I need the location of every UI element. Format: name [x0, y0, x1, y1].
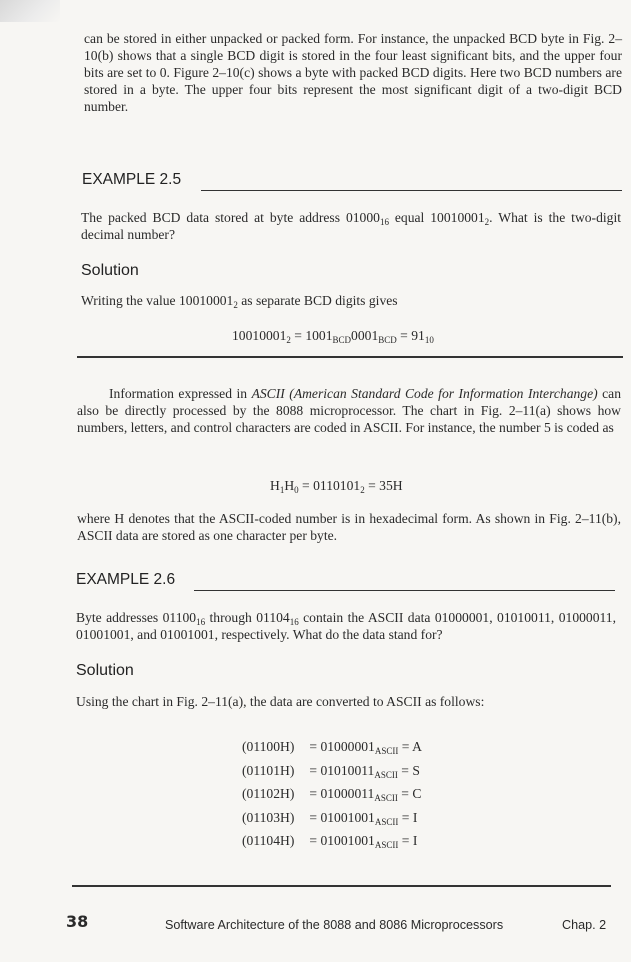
chapter-label: Chap. 2 — [562, 918, 607, 932]
hex-paragraph: where H denotes that the ASCII-coded number is in hexadecimal form. As shown in Fig. 2–11(b), ASCII data are stored as one character per byte. — [77, 511, 621, 543]
running-footer-title: Software Architecture of the 8088 and 8086 Microprocessors — [165, 918, 504, 932]
example-2-5-end-rule — [77, 356, 623, 358]
conversion-row: $(01103H) = 01001001_{ASCII} = I$ — [242, 809, 418, 827]
intro-paragraph: can be stored in either unpacked or packed form. For instance, the unpacked BCD byte in Fig. 2–10(b) shows that a single BCD digit is stored in the four least significant bits, and the upper four bits are set to 0. Figure 2–10(c) shows a byte with packed BCD digits. Here two BCD numbers are stored in a byte. The upper four bits represent the most significant digit of a two-digit BCD number. — [84, 31, 622, 114]
example-2-6-solution-heading: Solution — [76, 662, 134, 679]
ascii-equation: $H_1H_0 = 0110101_2 = 35H$ — [270, 478, 403, 495]
page-number: 38 — [66, 912, 89, 931]
example-2-6-solution-text: Using the chart in Fig. 2–11(a), the data are converted to ASCII as follows: — [76, 694, 485, 709]
ascii-conversion-list — [242, 735, 422, 853]
conversion-row: $(01104H) = 01001001_{ASCII} = I$ — [242, 833, 418, 850]
conversion-row: $(01102H) = 01000011_{ASCII} = C$ — [242, 786, 422, 803]
conversion-row: $(01100H) = 01000001_{ASCII} = A$ — [242, 739, 422, 756]
example-2-6-end-rule — [72, 885, 611, 887]
ascii-paragraph: Information expressed in ASCII (American Standard Code for Information Interchange) can also be directly processed by the 8088 microprocessor. The chart in Fig. 2–11(a) shows how numbers, letters, and control characters are coded in ASCII. For instance, the number 5 is coded as — [77, 386, 622, 435]
example-2-6-heading: EXAMPLE 2.6 — [76, 571, 176, 588]
example-2-5-solution-text: Writing the value $10010001_2$ as separate BCD digits gives — [81, 293, 398, 310]
example-2-5-solution-heading: Solution — [81, 262, 139, 279]
example-2-5-heading: EXAMPLE 2.5 — [82, 171, 182, 188]
scan-corner-shadow — [0, 0, 60, 22]
example-2-5-question: The packed BCD data stored at byte address $01000_{16}$ equal $10010001_2$. What is the two-digit decimal number? — [81, 210, 622, 242]
example-2-6-heading-rule — [194, 590, 615, 591]
example-2-6-question: Byte addresses $01100_{16}$ through $01104_{16}$ contain the ASCII data 01000001, 01010011, 01000011, 01001001, and 01001001, respectively. What do the data stand for? — [76, 610, 616, 642]
example-2-5-heading-rule — [201, 190, 622, 191]
example-2-5-equation: $10010001_2 = 1001_{BCD}0001_{BCD} = 91_{10}$ — [232, 328, 434, 345]
conversion-row: $(01101H) = 01010011_{ASCII} = S$ — [242, 762, 420, 780]
